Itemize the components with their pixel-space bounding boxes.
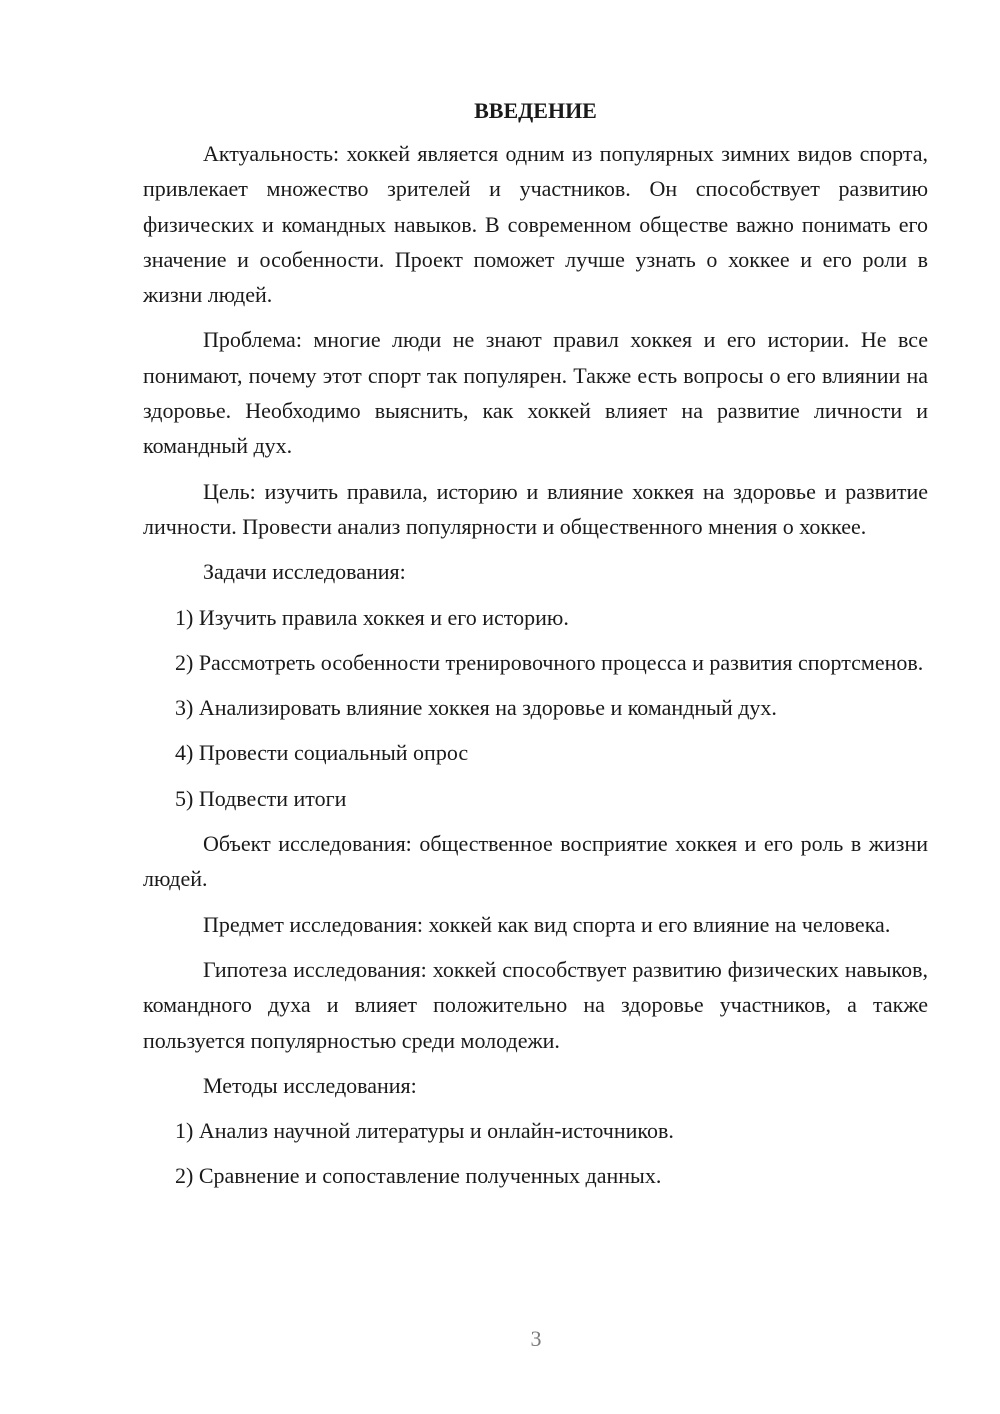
object-paragraph: Объект исследования: общественное восприятие хоккея и его роль в жизни людей. [143, 831, 928, 892]
task-item-5: 5) Подвести итоги [175, 785, 347, 811]
subject-paragraph: Предмет исследования: хоккей как вид спорта и его влияние на человека. [203, 911, 891, 937]
relevance-paragraph: Актуальность: хоккей является одним из популярных зимних видов спорта, привлекает множество зрителей и участников. Он способствует развитию физических и командных навыков. В современном обществе важно понимать его значение и особенности. Проект поможет лучше узнать о хоккее и его роли в жизни людей. [143, 141, 928, 308]
section-heading: ВВЕДЕНИЕ [474, 98, 597, 123]
task-item-2: 2) Рассмотреть особенности тренировочного процесса и развития спортсменов. [175, 649, 924, 675]
method-item-2: 2) Сравнение и сопоставление полученных данных. [175, 1163, 662, 1189]
task-item-3: 3) Анализировать влияние хоккея на здоровье и командный дух. [175, 695, 777, 721]
task-item-4: 4) Провести социальный опрос [175, 740, 469, 766]
hypothesis-paragraph: Гипотеза исследования: хоккей способствует развитию физических навыков, командного духа и влияет положительно на здоровье участников, а также пользуется популярностью среди молодежи. [143, 956, 928, 1053]
task-item-1: 1) Изучить правила хоккея и его историю. [175, 604, 569, 630]
goal-paragraph: Цель: изучить правила, историю и влияние хоккея на здоровье и развитие личности. Провести анализ популярности и общественного мнения о хоккее. [143, 478, 928, 539]
method-item-1: 1) Анализ научной литературы и онлайн-источников. [175, 1118, 674, 1144]
page-number: 3 [530, 1326, 542, 1351]
tasks-label: Задачи исследования: [203, 559, 406, 585]
page-content [143, 96, 928, 1204]
problem-paragraph: Проблема: многие люди не знают правил хоккея и его истории. Не все понимают, почему этот спорт так популярен. Также есть вопросы о его влиянии на здоровье. Необходимо выяснить, как хоккей влияет на развитие личности и командный дух. [143, 327, 928, 459]
methods-label: Методы исследования: [203, 1072, 417, 1098]
